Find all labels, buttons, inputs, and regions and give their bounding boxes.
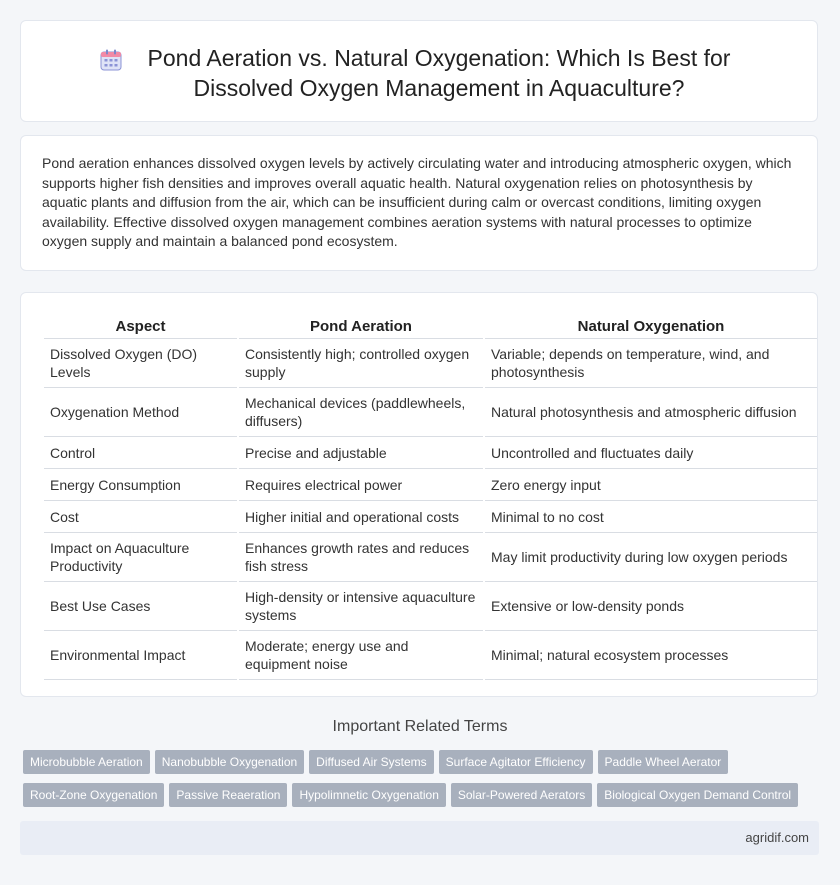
comparison-table	[42, 315, 819, 680]
natural-oxygenation-cell: Natural photosynthesis and atmospheric diffusion	[485, 388, 817, 437]
related-terms-list	[23, 750, 813, 816]
aspect-cell: Cost	[44, 501, 237, 533]
table-row	[44, 501, 817, 533]
pond-aeration-cell: Enhances growth rates and reduces fish stress	[239, 533, 483, 582]
pond-aeration-cell: Precise and adjustable	[239, 437, 483, 469]
table-header-row	[44, 315, 817, 339]
related-term-tag[interactable]: Solar-Powered Aerators	[451, 783, 592, 807]
related-term-tag[interactable]: Root-Zone Oxygenation	[23, 783, 164, 807]
table-row	[44, 582, 817, 631]
site-name[interactable]: agridif.com	[745, 830, 809, 845]
natural-oxygenation-cell: Extensive or low-density ponds	[485, 582, 817, 631]
header-natural-oxygenation: Natural Oxygenation	[485, 315, 817, 339]
summary-text: Pond aeration enhances dissolved oxygen levels by actively circulating water and introducing atmospheric oxygen, which supports higher fish densities and improves overall aquatic health. Natural oxygenation relies on photosynthesis by aquatic plants and diffusion from the air, which can be insufficient during calm or overcast conditions, limiting oxygen availability. Effective dissolved oxygen management combines aeration systems with natural processes to optimize oxygen supply and maintain a balanced pond ecosystem.	[42, 155, 792, 249]
footer	[20, 821, 819, 855]
related-term-tag[interactable]: Hypolimnetic Oxygenation	[292, 783, 445, 807]
table-row	[44, 631, 817, 680]
pond-aeration-cell: High-density or intensive aquaculture systems	[239, 582, 483, 631]
natural-oxygenation-cell: Minimal; natural ecosystem processes	[485, 631, 817, 680]
aspect-cell: Dissolved Oxygen (DO) Levels	[44, 339, 237, 388]
pond-aeration-cell: Requires electrical power	[239, 469, 483, 501]
header-pond-aeration: Pond Aeration	[239, 315, 483, 339]
pond-aeration-cell: Higher initial and operational costs	[239, 501, 483, 533]
aspect-cell: Control	[44, 437, 237, 469]
related-term-tag[interactable]: Surface Agitator Efficiency	[439, 750, 593, 774]
aspect-cell: Oxygenation Method	[44, 388, 237, 437]
related-term-tag[interactable]: Passive Reaeration	[169, 783, 287, 807]
pond-aeration-cell: Consistently high; controlled oxygen supply	[239, 339, 483, 388]
aspect-cell: Best Use Cases	[44, 582, 237, 631]
table-row	[44, 339, 817, 388]
table-row	[44, 469, 817, 501]
aspect-cell: Energy Consumption	[44, 469, 237, 501]
table-row	[44, 437, 817, 469]
table-row	[44, 533, 817, 582]
related-term-tag[interactable]: Biological Oxygen Demand Control	[597, 783, 798, 807]
aspect-cell: Environmental Impact	[44, 631, 237, 680]
table-row	[44, 388, 817, 437]
pond-aeration-cell: Mechanical devices (paddlewheels, diffusers)	[239, 388, 483, 437]
title-card	[20, 20, 818, 122]
natural-oxygenation-cell: Zero energy input	[485, 469, 817, 501]
natural-oxygenation-cell: Variable; depends on temperature, wind, and photosynthesis	[485, 339, 817, 388]
summary-card	[20, 135, 818, 271]
comparison-table-card	[20, 292, 818, 697]
related-term-tag[interactable]: Paddle Wheel Aerator	[598, 750, 729, 774]
natural-oxygenation-cell: Uncontrolled and fluctuates daily	[485, 437, 817, 469]
related-term-tag[interactable]: Microbubble Aeration	[23, 750, 150, 774]
header-aspect: Aspect	[44, 315, 237, 339]
page-title: Pond Aeration vs. Natural Oxygenation: Which Is Best for Dissolved Oxygen Management in Aquaculture?	[147, 45, 731, 101]
pond-aeration-cell: Moderate; energy use and equipment noise	[239, 631, 483, 680]
related-term-tag[interactable]: Diffused Air Systems	[309, 750, 433, 774]
aspect-cell: Impact on Aquaculture Productivity	[44, 533, 237, 582]
natural-oxygenation-cell: May limit productivity during low oxygen periods	[485, 533, 817, 582]
related-terms-heading: Important Related Terms	[332, 718, 508, 735]
related-term-tag[interactable]: Nanobubble Oxygenation	[155, 750, 304, 774]
natural-oxygenation-cell: Minimal to no cost	[485, 501, 817, 533]
